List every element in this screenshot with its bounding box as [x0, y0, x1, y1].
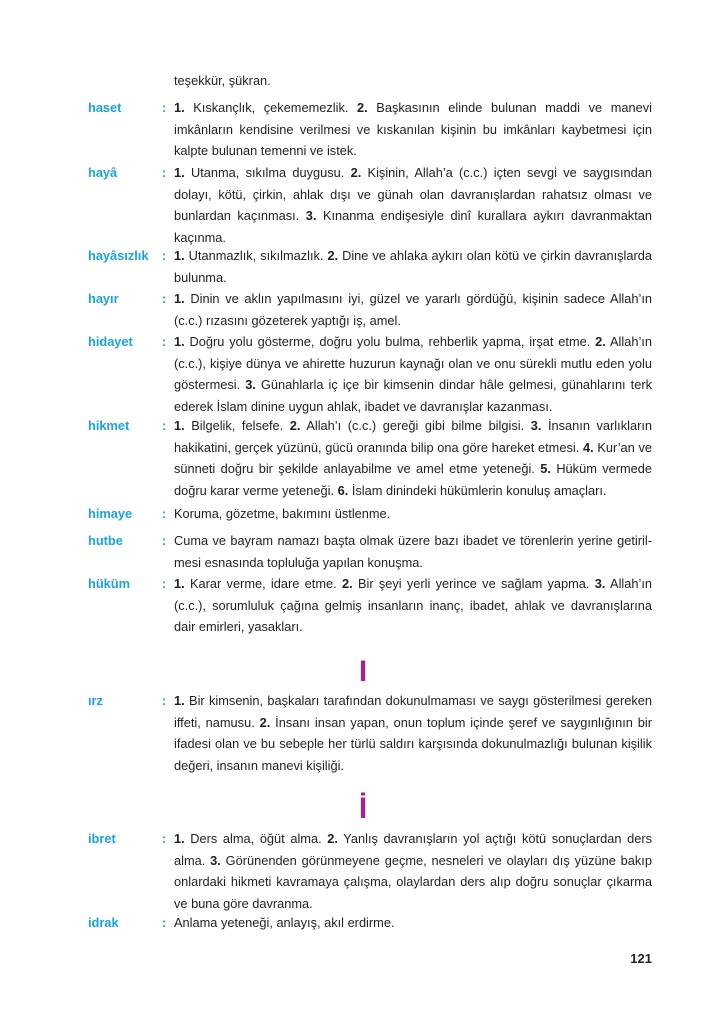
entry-ibret — [88, 828, 652, 914]
entry-term: idrak — [88, 915, 119, 930]
entry-colon: : — [162, 915, 167, 930]
entry-irz — [88, 690, 652, 776]
entry-hayasizlik — [88, 245, 652, 288]
entry-definition: 1. Doğru yolu gösterme, doğru yolu bulma, rehberlik yapma, irşat etme. 2. Allah’ın (c.c.), kişiye dünya ve ahirette huzurun kaynağı olan ve onu sürekli mutlu eden yolu göstermesi. 3. Günahlarla iç içe bir kimsenin dindar hâle gelmesi, günahlarını terk ederek İslam dinine uygun ahlak, ibadet ve davranışlar kazanması. — [174, 334, 652, 414]
entry-hikmet — [88, 415, 652, 501]
entry-term: hidayet — [88, 334, 133, 349]
entry-colon: : — [162, 576, 167, 591]
entry-colon: : — [162, 418, 167, 433]
entry-haset — [88, 97, 652, 162]
entry-term: ibret — [88, 831, 116, 846]
entry-hutbe — [88, 530, 652, 573]
entry-definition: 1. Ders alma, öğüt alma. 2. Yanlış davranışların yol açtığı kötü sonuçlardan ders alma. 3. Görünenden görünmeyene geçme, nesneleri ve olayları dış yüzüne bakıp onlardaki hikmeti kavramaya çalışma, olaylardan ders alıp doğru sonuçlar çıkarma ve buna göre davranma. — [174, 831, 652, 911]
entry-definition: 1. Karar verme, idare etme. 2. Bir şeyi yerli yerince ve sağlam yapma. 3. Allah’ın (c.c.), sorumluluk çağına gelmiş insanların inanç, ibadet, ahlak ve davranışlarına dair emirleri, yasakları. — [174, 576, 652, 634]
entry-term: hikmet — [88, 418, 130, 433]
entry-colon: : — [162, 291, 167, 306]
entry-term: hayâ — [88, 165, 118, 180]
entry-colon: : — [162, 506, 167, 521]
entry-himaye — [88, 503, 652, 525]
entry-term: haset — [88, 100, 122, 115]
entry-definition: Cuma ve bayram namazı başta olmak üzere bazı ibadet ve törenlerin yerine getirilmesi esnasında topluluğa yapılan konuşma. — [174, 533, 652, 570]
entry-definition: 1. Kıskançlık, çekememezlik. 2. Başkasının elinde bulunan maddi ve manevi imkânların kendisine verilmesi ve kıskanılan kişinin bu imkânları kaybetmesi için kalpte bulunan temenni ve istek. — [174, 100, 652, 158]
entry-definition: 1. Utanma, sıkılma duygusu. 2. Kişinin, Allah’a (c.c.) içten sevgi ve saygısından dolayı, kötü, çirkin, ahlak dışı ve günah olan davranışlardan rahatsız olması ve bunlardan kaçınması. 3. Kınanma endişesiyle dinî kurallara aykırı davranmaktan kaçınma. — [174, 165, 652, 245]
entry-hukum — [88, 573, 652, 638]
entry-haya — [88, 162, 652, 248]
entry-colon: : — [162, 693, 167, 708]
entry-term: hüküm — [88, 576, 130, 591]
section-letter-i-dotted: İ — [358, 792, 368, 825]
entry-definition: 1. Bir kimsenin, başkaları tarafından dokunulmaması ve saygı gösterilmesi gereken iffeti, namusu. 2. İnsanı insan yapan, onun toplum içinde şeref ve saygınlığının bir ifadesi olan ve bu sebeple her türlü saldırı karşısında dokunulmazlığı bulunan kişilik değeri, insanın manevi kişiliği. — [174, 693, 652, 773]
entry-term: hutbe — [88, 533, 123, 548]
entry-term: himaye — [88, 506, 133, 521]
entry-colon: : — [162, 334, 167, 349]
entry-colon: : — [162, 100, 167, 115]
entry-colon: : — [162, 165, 167, 180]
entry-term: ırz — [88, 693, 103, 708]
entry-hidayet — [88, 331, 652, 417]
entry-colon: : — [162, 533, 167, 548]
entry-definition: 1. Dinin ve aklın yapılmasını iyi, güzel ve yararlı gördüğü, kişinin sadece Allah’ın (c.c.) rızasını gözeterek yaptığı iş, amel. — [174, 291, 652, 328]
section-letter-i-dotless: I — [358, 655, 368, 688]
entry-definition: Anlama yeteneği, anlayış, akıl erdirme. — [174, 915, 395, 930]
entry-term: hayır — [88, 291, 119, 306]
entry-colon: : — [162, 248, 167, 263]
entry-definition: 1. Utanmazlık, sıkılmazlık. 2. Dine ve ahlaka aykırı olan kötü ve çirkin davranışlarda bulunma. — [174, 248, 652, 285]
entry-term: hayâsızlık — [88, 248, 149, 263]
entry-definition: Koruma, gözetme, bakımını üstlenme. — [174, 506, 391, 521]
page-number: 121 — [630, 951, 652, 966]
entry-colon: : — [162, 831, 167, 846]
entry-definition: 1. Bilgelik, felsefe. 2. Allah’ı (c.c.) gereği gibi bilme bilgisi. 3. İnsanın varlıkların hakikatini, gerçek yüzünü, gücü oranında bilip ona göre hareket etmesi. 4. Kur’an ve sünneti doğru bir şekilde anlayabilme ve amel etme yeteneği. 5. Hüküm vermede doğru karar verme yeteneği. 6. İslam dinindeki hükümlerin konuluş amaçları. — [174, 418, 653, 498]
entry-hayir — [88, 288, 652, 331]
entry-idrak — [88, 912, 652, 934]
continuation-text: teşekkür, şükran. — [174, 73, 271, 88]
